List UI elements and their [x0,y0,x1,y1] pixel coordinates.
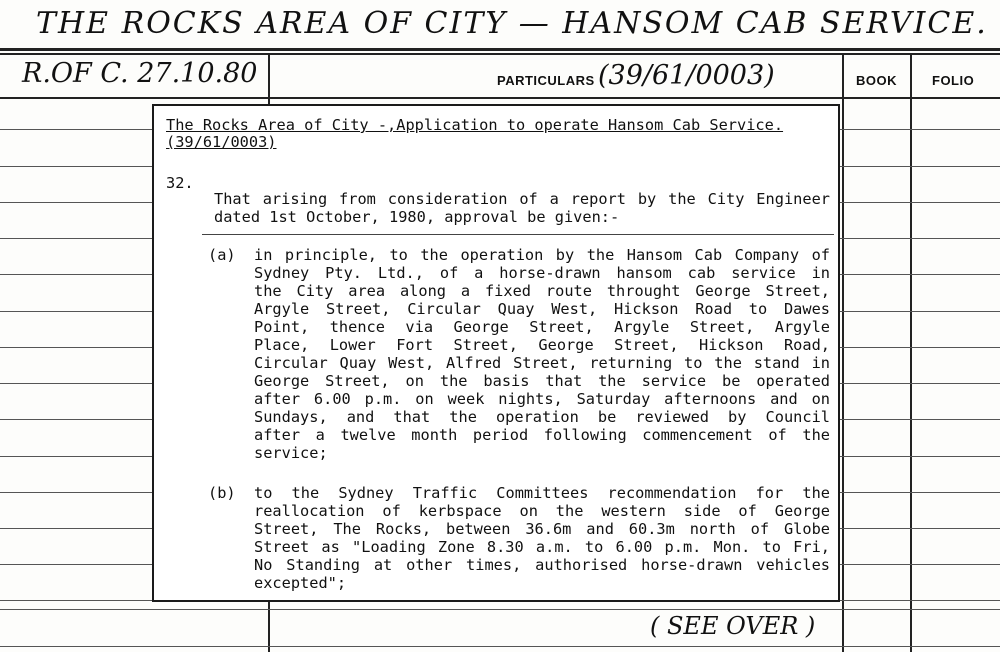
item-b-line: excepted"; [254,574,347,592]
ledger-line [0,383,152,384]
item-a-line: in principle, to the operation by the Hansom Cab Company of [254,246,830,264]
ledger-line [840,456,1000,457]
item-a-line: George Street, on the basis that the service be operated [254,372,830,390]
item-a-line: Sundays, and that the operation be reviewed by Council [254,408,830,426]
ledger-line [840,311,1000,312]
ledger-line [840,528,1000,529]
document-reference: (39/61/0003) [166,133,277,151]
item-a-line: after 6.00 p.m. on week nights, Saturday afternoons and on [254,390,830,408]
ledger-line [840,202,1000,203]
ledger-line [840,564,1000,565]
ledger-line [0,129,152,130]
ledger-line [0,528,152,529]
item-a-line: Place, Lower Fort Street, George Street, Hickson Road, [254,336,830,354]
column-divider-folio [910,54,912,652]
item-b-line: to the Sydney Traffic Committees recommendation for the [254,484,830,502]
ledger-line [0,238,152,239]
item-a-line: Sydney Pty. Ltd., of a horse-drawn hansom cab service in [254,264,830,282]
ledger-line [840,383,1000,384]
ledger-line [0,419,152,420]
item-b-label: (b) [208,484,236,502]
ledger-line [840,274,1000,275]
particulars-reference: (39/61/0003) [598,60,775,91]
folio-header: FOLIO [932,73,975,88]
ledger-line [840,129,1000,130]
intro-line: That arising from consideration of a report by the City Engineer [214,190,830,208]
item-number: 32. [166,174,194,192]
pasted-minute-document [152,104,840,602]
ledger-line [840,347,1000,348]
book-header: BOOK [856,73,897,88]
header-rule [0,97,1000,99]
ledger-title: THE ROCKS AREA OF CITY — HANSOM CAB SERVICE. [36,6,988,41]
ledger-line [840,419,1000,420]
ledger-line [0,166,152,167]
ledger-line [840,238,1000,239]
document-heading: The Rocks Area of City -,Application to operate Hansom Cab Service. [166,116,784,134]
ledger-line [840,166,1000,167]
title-rule-bottom [0,53,1000,55]
ledger-line [0,646,1000,647]
item-b-line: No Standing at other times, authorised horse-drawn vehicles [254,556,830,574]
item-a-label: (a) [208,246,236,264]
ledger-line [0,274,152,275]
intro-line: dated 1st October, 1980, approval be given:- [214,208,620,226]
title-rule-top [0,48,1000,51]
ledger-line [0,456,152,457]
see-over-note: ( SEE OVER ) [650,612,816,640]
ledger-line [840,492,1000,493]
item-b-line: reallocation of kerbspace on the western side of George [254,502,830,520]
item-a-line: Circular Quay West, Alfred Street, returning to the stand in [254,354,830,372]
ledger-line [840,600,1000,601]
ledger-line [0,311,152,312]
ledger-line [0,600,152,601]
ledger-line [0,609,1000,610]
item-a-line: after a twelve month period following commencement of the [254,426,830,444]
ledger-line [0,347,152,348]
ledger-line [0,564,152,565]
reference-date: R.OF C. 27.10.80 [22,58,258,89]
column-divider-book [842,54,844,652]
item-a-line: Argyle Street, Circular Quay West, Hickson Road to Dawes [254,300,830,318]
item-b-line: Street, The Rocks, between 36.6m and 60.3m north of Globe [254,520,830,538]
ledger-line [0,492,152,493]
item-b-line: Street as "Loading Zone 8.30 a.m. to 6.00 p.m. Mon. to Fri, [254,538,830,556]
item-a-line: Point, thence via George Street, Argyle Street, Argyle [254,318,830,336]
ledger-line [0,202,152,203]
item-a-line: service; [254,444,328,462]
document-separator [202,234,834,235]
particulars-header: PARTICULARS [497,73,595,88]
item-a-line: the City area along a fixed route throught George Street, [254,282,830,300]
